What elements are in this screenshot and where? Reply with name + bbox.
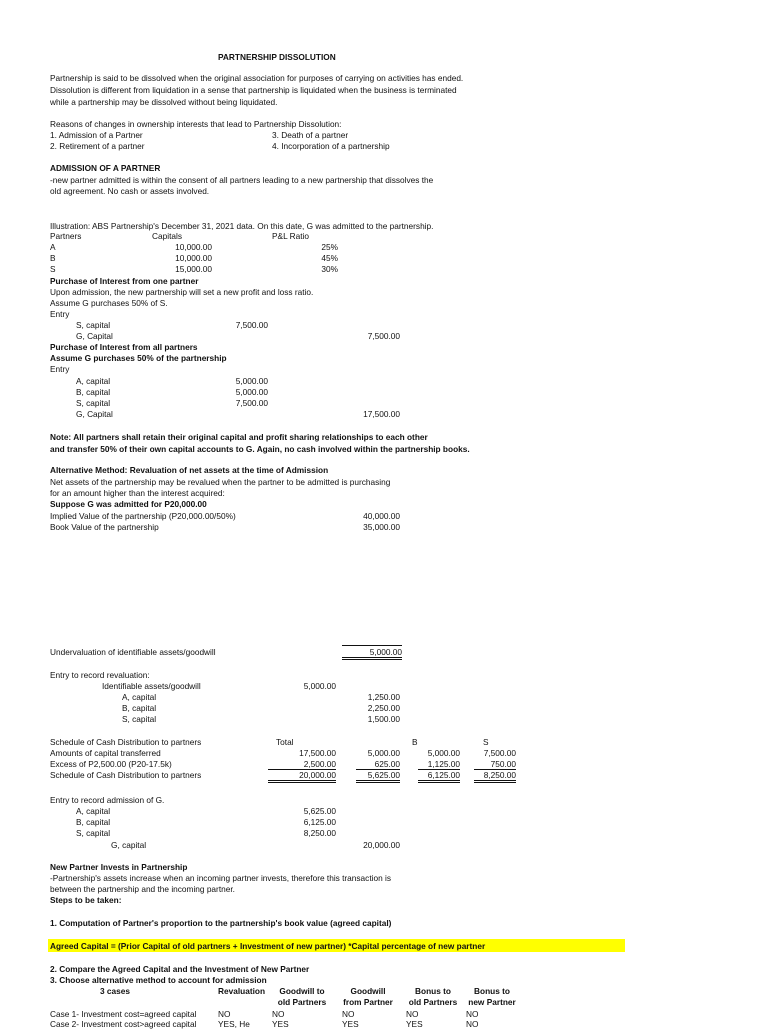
schedule-total-cell: 2,500.00 xyxy=(268,760,336,770)
entry-label: Entry xyxy=(50,309,70,319)
undervaluation-label: Undervaluation of identifiable assets/goodwill xyxy=(50,647,216,657)
schedule-total-cell: 17,500.00 xyxy=(299,748,336,758)
schedule-b-cell: 1,125.00 xyxy=(418,760,460,770)
case-cell: NO xyxy=(406,1009,419,1019)
partner-name: S xyxy=(50,264,56,274)
debit-amount: 6,125.00 xyxy=(303,817,336,827)
partner-ratio: 30% xyxy=(321,264,338,274)
cases-header: new Partner xyxy=(468,997,516,1007)
cases-header: old Partners xyxy=(277,997,327,1007)
partner-ratio: 25% xyxy=(321,242,338,252)
partner-capital: 10,000.00 xyxy=(175,242,212,252)
debit-account: S, capital xyxy=(76,320,111,330)
col-header-capitals: Capitals xyxy=(152,231,182,241)
case-cell: NO xyxy=(218,1009,231,1019)
schedule-label: Schedule of Cash Distribution to partners xyxy=(50,737,202,747)
entry-label: Entry xyxy=(50,364,70,374)
new-partner-line: -Partnership's assets increase when an incoming partner invests, therefore this transaction is xyxy=(50,873,391,883)
note-line: Note: All partners shall retain their original capital and profit sharing relationships to each other xyxy=(50,432,428,442)
partner-name: B xyxy=(50,253,56,263)
debit-amount: 5,000.00 xyxy=(235,387,268,397)
case-cell: NO xyxy=(466,1019,479,1029)
schedule-label: Excess of P2,500.00 (P20-17.5k) xyxy=(50,759,172,769)
reasons-heading: Reasons of changes in ownership interests that lead to Partnership Dissolution: xyxy=(50,119,342,129)
purchase-all-heading: Purchase of Interest from all partners xyxy=(50,342,198,352)
agreed-capital-formula: Agreed Capital = (Prior Capital of old partners + Investment of new partner) *Capital percentage of new partner xyxy=(50,941,486,951)
cases-header: from Partner xyxy=(343,997,393,1007)
case-cell: NO xyxy=(466,1009,479,1019)
credit-account: G, capital xyxy=(111,840,147,850)
col-header-pl-ratio: P&L Ratio xyxy=(272,231,310,241)
new-partner-line: between the partnership and the incoming partner. xyxy=(50,884,235,894)
admission-entry-heading: Entry to record admission of G. xyxy=(50,795,165,805)
schedule-header-s: S xyxy=(483,737,489,747)
debit-amount: 7,500.00 xyxy=(235,320,268,330)
intro-line-2: Dissolution is different from liquidation in a sense that partnership is liquidated when the business is terminated xyxy=(50,85,457,95)
cases-header: old Partners xyxy=(408,997,458,1007)
implied-label: Implied Value of the partnership (P20,000.00/50%) xyxy=(50,511,236,521)
intro-line-3: while a partnership may be dissolved without being liquidated. xyxy=(50,97,278,107)
credit-amount: 1,500.00 xyxy=(367,714,400,724)
step-3: 3. Choose alternative method to account for admission xyxy=(50,975,267,985)
illustration-text: Illustration: ABS Partnership's December 31, 2021 data. On this date, G was admitted to the partnership. xyxy=(50,221,434,231)
alternative-line: for an amount higher than the interest acquired: xyxy=(50,488,225,498)
schedule-a-cell: 5,625.00 xyxy=(356,771,400,783)
debit-amount: 5,625.00 xyxy=(303,806,336,816)
undervaluation-value: 5,000.00 xyxy=(342,645,402,660)
case-cell: NO xyxy=(272,1009,285,1019)
steps-heading: Steps to be taken: xyxy=(50,895,122,905)
page-title: PARTNERSHIP DISSOLUTION xyxy=(218,52,336,62)
case-label: Case 2- Investment cost>agreed capital xyxy=(50,1019,197,1029)
partner-capital: 10,000.00 xyxy=(175,253,212,263)
suppose-line: Suppose G was admitted for P20,000.00 xyxy=(50,499,207,509)
schedule-a-cell: 5,000.00 xyxy=(367,748,400,758)
purchase-one-line: Assume G purchases 50% of S. xyxy=(50,298,168,308)
case-label: Case 1- Investment cost=agreed capital xyxy=(50,1009,197,1019)
implied-value: 40,000.00 xyxy=(363,511,400,521)
debit-account: S, capital xyxy=(76,828,111,838)
debit-account: Identifiable assets/goodwill xyxy=(102,681,201,691)
credit-amount: 17,500.00 xyxy=(363,409,400,419)
credit-account: S, capital xyxy=(122,714,157,724)
purchase-one-heading: Purchase of Interest from one partner xyxy=(50,276,199,286)
alternative-line: Net assets of the partnership may be revalued when the partner to be admitted is purchasing xyxy=(50,477,391,487)
credit-account: G, Capital xyxy=(76,409,113,419)
case-cell: NO xyxy=(342,1009,355,1019)
case-cell: YES xyxy=(342,1019,359,1029)
schedule-b-cell: 6,125.00 xyxy=(418,771,460,783)
schedule-b-cell: 5,000.00 xyxy=(427,748,460,758)
credit-account: A, capital xyxy=(122,692,157,702)
schedule-s-cell: 8,250.00 xyxy=(474,771,516,783)
reason-item: 3. Death of a partner xyxy=(272,130,349,140)
schedule-s-cell: 7,500.00 xyxy=(483,748,516,758)
debit-account: A, capital xyxy=(76,376,111,386)
debit-amount: 5,000.00 xyxy=(235,376,268,386)
book-label: Book Value of the partnership xyxy=(50,522,159,532)
admission-heading: ADMISSION OF A PARTNER xyxy=(50,163,161,173)
step-1: 1. Computation of Partner's proportion to the partnership's book value (agreed capital) xyxy=(50,918,392,928)
debit-amount: 7,500.00 xyxy=(235,398,268,408)
case-cell: YES xyxy=(272,1019,289,1029)
schedule-header-total: Total xyxy=(276,737,294,747)
debit-amount: 5,000.00 xyxy=(303,681,336,691)
schedule-label: Amounts of capital transferred xyxy=(50,748,161,758)
cases-header: Goodwill to xyxy=(279,986,325,996)
col-header-partners: Partners xyxy=(50,231,82,241)
note-line: and transfer 50% of their own capital accounts to G. Again, no cash involved within the partnership books. xyxy=(50,444,470,454)
reval-heading: Entry to record revaluation: xyxy=(50,670,150,680)
purchase-one-line: Upon admission, the new partnership will set a new profit and loss ratio. xyxy=(50,287,314,297)
alternative-heading: Alternative Method: Revaluation of net assets at the time of Admission xyxy=(50,465,329,475)
debit-account: A, capital xyxy=(76,806,111,816)
partner-capital: 15,000.00 xyxy=(175,264,212,274)
reason-item: 2. Retirement of a partner xyxy=(50,141,145,151)
credit-account: B, capital xyxy=(122,703,157,713)
cases-header: Revaluation xyxy=(218,986,266,996)
admission-line: -new partner admitted is within the consent of all partners leading to a new partnership that dissolves the xyxy=(50,175,434,185)
schedule-a-cell: 625.00 xyxy=(356,760,400,770)
schedule-label: Schedule of Cash Distribution to partners xyxy=(50,770,202,780)
intro-line-1: Partnership is said to be dissolved when the original association for purposes of carrying on activities has ended. xyxy=(50,73,464,83)
schedule-header-b: B xyxy=(412,737,418,747)
new-partner-heading: New Partner Invests in Partnership xyxy=(50,862,188,872)
debit-account: B, capital xyxy=(76,387,111,397)
case-cell: YES xyxy=(406,1019,423,1029)
credit-amount: 7,500.00 xyxy=(367,331,400,341)
cases-header: Bonus to xyxy=(474,986,510,996)
purchase-all-subheading: Assume G purchases 50% of the partnership xyxy=(50,353,227,363)
reason-item: 4. Incorporation of a partnership xyxy=(272,141,390,151)
schedule-s-cell: 750.00 xyxy=(474,760,516,770)
cases-header: 3 cases xyxy=(100,986,130,996)
credit-amount: 2,250.00 xyxy=(367,703,400,713)
step-2: 2. Compare the Agreed Capital and the Investment of New Partner xyxy=(50,964,310,974)
cases-header: Goodwill xyxy=(350,986,386,996)
partner-name: A xyxy=(50,242,56,252)
debit-account: S, capital xyxy=(76,398,111,408)
reason-item: 1. Admission of a Partner xyxy=(50,130,143,140)
credit-account: G, Capital xyxy=(76,331,113,341)
debit-account: B, capital xyxy=(76,817,111,827)
credit-amount: 1,250.00 xyxy=(367,692,400,702)
schedule-total-cell: 20,000.00 xyxy=(268,771,336,783)
admission-line: old agreement. No cash or assets involved. xyxy=(50,186,210,196)
credit-amount: 20,000.00 xyxy=(363,840,400,850)
case-cell: YES, He xyxy=(218,1019,250,1029)
debit-amount: 8,250.00 xyxy=(303,828,336,838)
cases-header: Bonus to xyxy=(415,986,451,996)
book-value: 35,000.00 xyxy=(363,522,400,532)
partner-ratio: 45% xyxy=(321,253,338,263)
